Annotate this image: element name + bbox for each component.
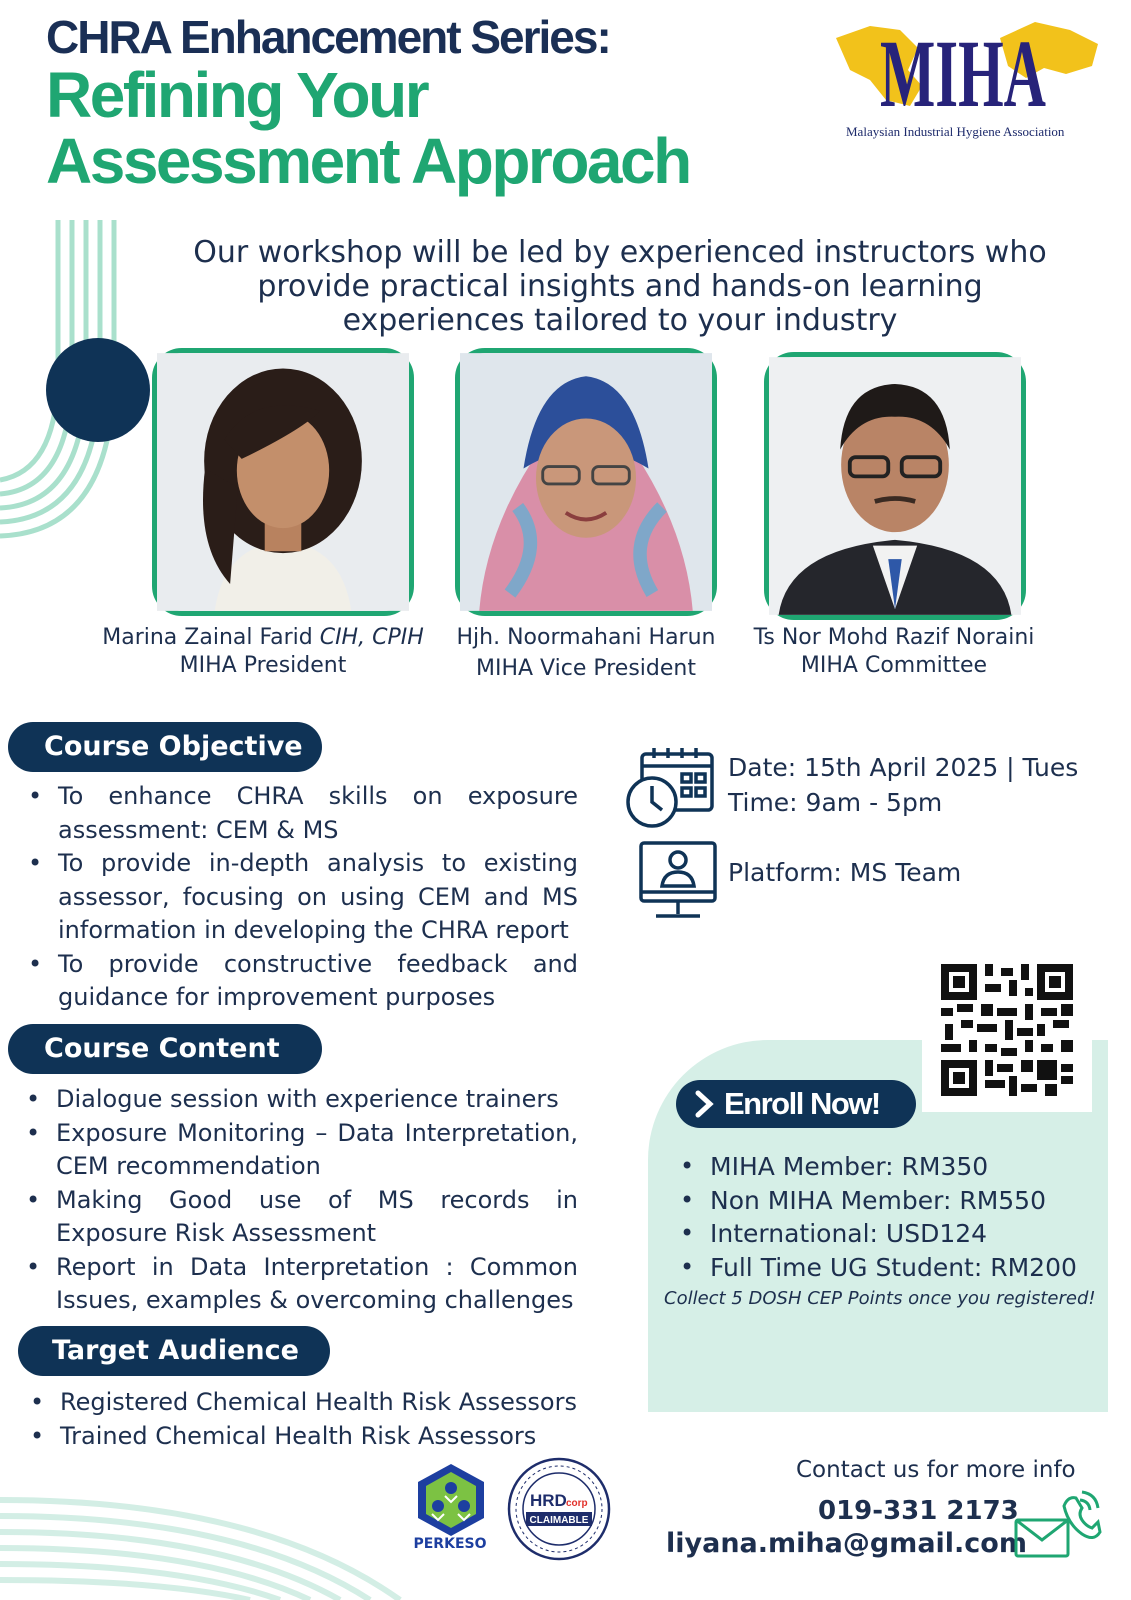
hrd-corp-claimable-badge	[506, 1456, 612, 1562]
list-item: • To provide in-depth analysis to existing assessor, focusing on using CEM and MS information in developing the CHRA report	[28, 847, 578, 948]
decorative-stripes-left	[0, 220, 160, 540]
contact-heading: Contact us for more info	[796, 1457, 1076, 1483]
series-title: CHRA Enhancement Series:	[46, 11, 610, 63]
speaker-2-caption	[436, 624, 736, 683]
event-time: Time: 9am - 5pm	[728, 788, 943, 817]
target-audience-heading: Target Audience	[18, 1326, 330, 1376]
hrd-text: HRD	[530, 1491, 567, 1510]
enroll-now-label: Enroll Now!	[724, 1086, 880, 1121]
list-item: • Full Time UG Student: RM200	[680, 1251, 1077, 1285]
phone-mail-icon	[1012, 1488, 1102, 1560]
target-audience-list	[30, 1386, 610, 1453]
contact-phone[interactable]: 019-331 2173	[818, 1496, 1019, 1526]
speaker-2-name: Hjh. Noormahani Harun	[456, 625, 716, 650]
speaker-1-credentials: CIH, CPIH	[319, 625, 424, 650]
perkeso-logo	[410, 1462, 492, 1538]
enroll-now-button[interactable]	[676, 1080, 916, 1128]
intro-text: Our workshop will be led by experienced instructors who provide practical insights and hands-on learning experiences tailored to your industry	[193, 235, 1047, 338]
speaker-photo-1	[152, 348, 414, 616]
claimable-text: CLAIMABLE	[529, 1515, 589, 1526]
course-content-list	[26, 1083, 578, 1318]
speaker-1-name: Marina Zainal Farid	[102, 625, 320, 650]
event-date: Date: 15th April 2025 | Tues	[728, 753, 1079, 782]
event-platform: Platform: MS Team	[728, 858, 962, 887]
computer-user-icon	[638, 840, 718, 922]
speaker-1-caption	[92, 624, 434, 680]
price-list	[680, 1150, 1077, 1284]
perkeso-label: PERKESO	[413, 1536, 487, 1552]
list-item: • Making Good use of MS records in Exposure Risk Assessment	[26, 1184, 578, 1251]
speaker-photo-2	[455, 348, 717, 616]
speaker-3-caption	[744, 624, 1044, 680]
list-item: • International: USD124	[680, 1217, 1077, 1251]
logo-acronym: MIHA	[880, 20, 1046, 127]
list-item: • To enhance CHRA skills on exposure assessment: CEM & MS	[28, 780, 578, 847]
corp-text: corp	[566, 1498, 588, 1509]
course-objective-heading: Course Objective	[8, 722, 322, 772]
course-objective-list	[28, 780, 578, 1015]
list-item: • MIHA Member: RM350	[680, 1150, 1077, 1184]
list-item: • Registered Chemical Health Risk Assessors	[30, 1386, 610, 1420]
logo-full-name: Malaysian Industrial Hygiene Association	[846, 124, 1065, 139]
list-item: • To provide constructive feedback and guidance for improvement purposes	[28, 948, 578, 1015]
page-title: Refining Your Assessment Approach	[46, 59, 690, 197]
speaker-photo-3	[764, 352, 1026, 620]
decorative-stripes-bottom	[0, 1480, 440, 1600]
list-item: • Non MIHA Member: RM550	[680, 1184, 1077, 1218]
course-content-heading: Course Content	[8, 1024, 322, 1074]
qr-code-icon[interactable]	[941, 964, 1073, 1096]
speaker-portrait-3	[769, 357, 1021, 615]
cep-points-note: Collect 5 DOSH CEP Points once you registered!	[664, 1288, 1096, 1309]
calendar-clock-icon	[624, 746, 716, 830]
chevron-right-icon	[694, 1090, 716, 1118]
list-item: • Report in Data Interpretation : Common Issues, examples & overcoming challenges	[26, 1251, 578, 1318]
list-item: • Exposure Monitoring – Data Interpretation, CEM recommendation	[26, 1117, 578, 1184]
speaker-3-role: MIHA Committee	[800, 653, 988, 678]
speaker-2-role: MIHA Vice President	[476, 656, 696, 681]
list-item: • Dialogue session with experience trainers	[26, 1083, 578, 1117]
speaker-portrait-2	[460, 353, 712, 611]
speaker-portrait-1	[157, 353, 409, 611]
speaker-1-role: MIHA President	[179, 653, 347, 678]
speaker-3-name: Ts Nor Mohd Razif Noraini	[753, 625, 1035, 650]
contact-email[interactable]: liyana.miha@gmail.com	[666, 1528, 1027, 1559]
list-item: • Trained Chemical Health Risk Assessors	[30, 1420, 610, 1454]
